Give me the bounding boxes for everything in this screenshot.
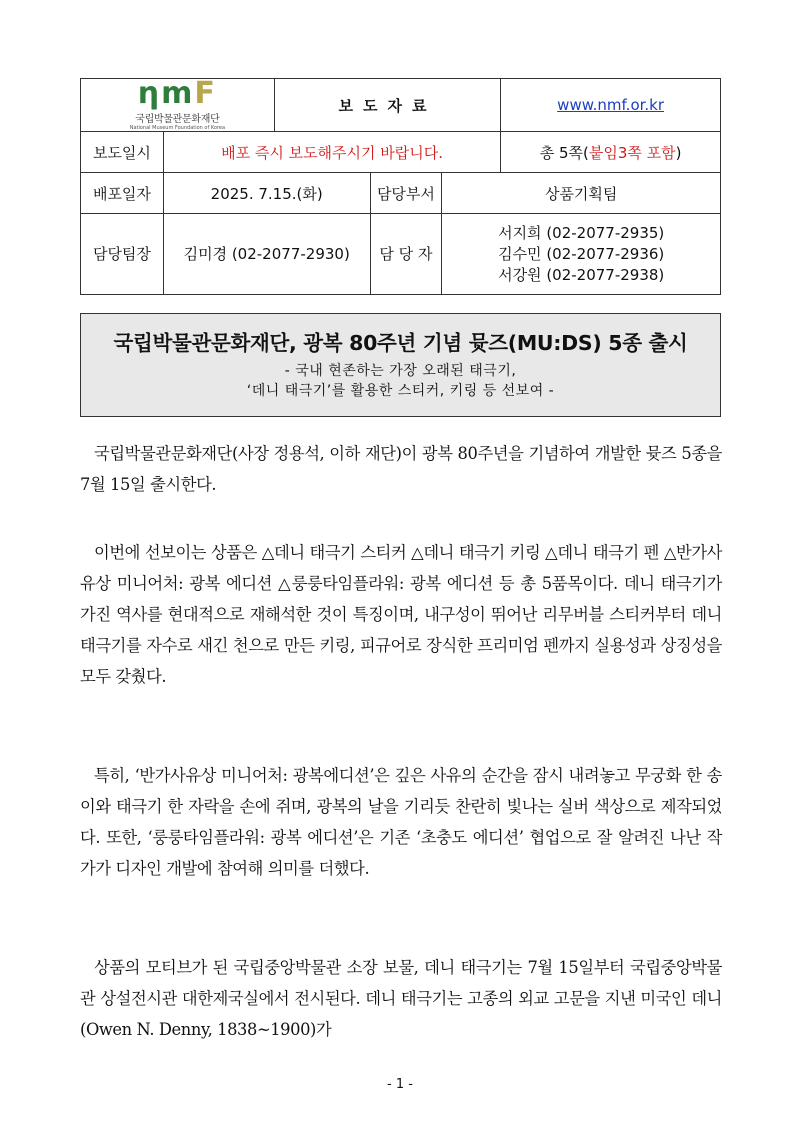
dept-label: 담당부서 xyxy=(370,173,442,214)
body-paragraph-1: 국립박물관문화재단(사장 정용석, 이하 재단)이 광복 80주년을 기념하여 개발한 뮷즈 5종을 7월 15일 출시한다. xyxy=(80,444,722,494)
body-paragraph-2: 이번에 선보이는 상품은 △데니 태극기 스티커 △데니 태극기 키링 △데니 태극기 펜 △반가사유상 미니어처: 광복 에디션 △룽룽타임플라워: 광복 에디션 등 총 5품목이다. 데니 태극기가 가진 역사를 현대적으로 재해석한 것이 특징이며, 내구성이 뛰어난 리무버블 스티커부터 데니 태극기를 자수로 새긴 천으로 만든 키링, 피규어로 장식한 프리미엄 펜까지 실용성과 상징성을 모두 갖췄다. xyxy=(80,543,722,686)
website-link[interactable]: www.nmf.or.kr xyxy=(557,96,665,114)
headline-subtitle-2: ‘데니 태극기’를 활용한 스티커, 키링 등 선보여 - xyxy=(246,383,555,399)
logo-english-name: National Museum Foundation of Korea xyxy=(129,125,226,131)
logo-korean-name: 국립박물관문화재단 xyxy=(135,114,220,125)
body-paragraph-4: 상품의 모티브가 된 국립중앙박물관 소장 보물, 데니 태극기는 7월 15일부터 국립중앙박물관 상설전시관 대한제국실에서 전시된다. 데니 태극기는 고종의 외교 고문을 지낸 미국인 데니(Owen N. Denny, 1838~1900)가 xyxy=(80,958,722,1039)
logo-cell xyxy=(81,76,275,132)
document-title: 보도자료 xyxy=(274,79,501,132)
press-release-header-table xyxy=(80,78,721,295)
dist-date-value: 2025. 7.15.(화) xyxy=(163,173,370,214)
nmf-logo-mark: ηmF xyxy=(137,76,217,111)
team-lead-value: 김미경 (02-2077-2930) xyxy=(163,214,370,295)
page-count: 총 5쪽(붙임3쪽 포함) xyxy=(501,132,721,173)
nmf-logo xyxy=(81,76,274,131)
staff-item: 서강원 (02-2077-2938) xyxy=(498,265,665,284)
staff-label: 담 당 자 xyxy=(370,214,442,295)
url-cell xyxy=(501,79,721,132)
page-count-attachment: 붙임3쪽 포함 xyxy=(588,143,676,162)
dist-date-label: 배포일자 xyxy=(81,173,164,214)
team-lead-label: 담당팀장 xyxy=(81,214,164,295)
staff-item: 김수민 (02-2077-2936) xyxy=(498,244,665,263)
staff-item: 서지희 (02-2077-2935) xyxy=(498,223,665,242)
body-paragraph-3: 특히, ‘반가사유상 미니어처: 광복에디션’은 깊은 사유의 순간을 잠시 내려놓고 무궁화 한 송이와 태극기 한 자락을 손에 쥐며, 광복의 날을 기리듯 찬란히 빛나는 실버 색상으로 제작되었다. 또한, ‘룽룽타임플라워: 광복 에디션’은 기존 ‘초충도 에디션’ 협업으로 잘 알려진 나난 작가가 디자인 개발에 참여해 의미를 더했다. xyxy=(80,766,722,878)
dept-value: 상품기획팀 xyxy=(442,173,721,214)
report-date-value: 배포 즉시 보도해주시기 바랍니다. xyxy=(163,132,500,173)
page-number: - 1 - xyxy=(387,1077,413,1092)
headline-box xyxy=(80,313,721,417)
headline-title: 국립박물관문화재단, 광복 80주년 기념 뮷즈(MU:DS) 5종 출시 xyxy=(113,331,688,355)
headline-subtitle-1: - 국내 현존하는 가장 오래된 태극기, xyxy=(284,363,517,379)
staff-list xyxy=(442,214,721,295)
report-date-label: 보도일시 xyxy=(81,132,164,173)
